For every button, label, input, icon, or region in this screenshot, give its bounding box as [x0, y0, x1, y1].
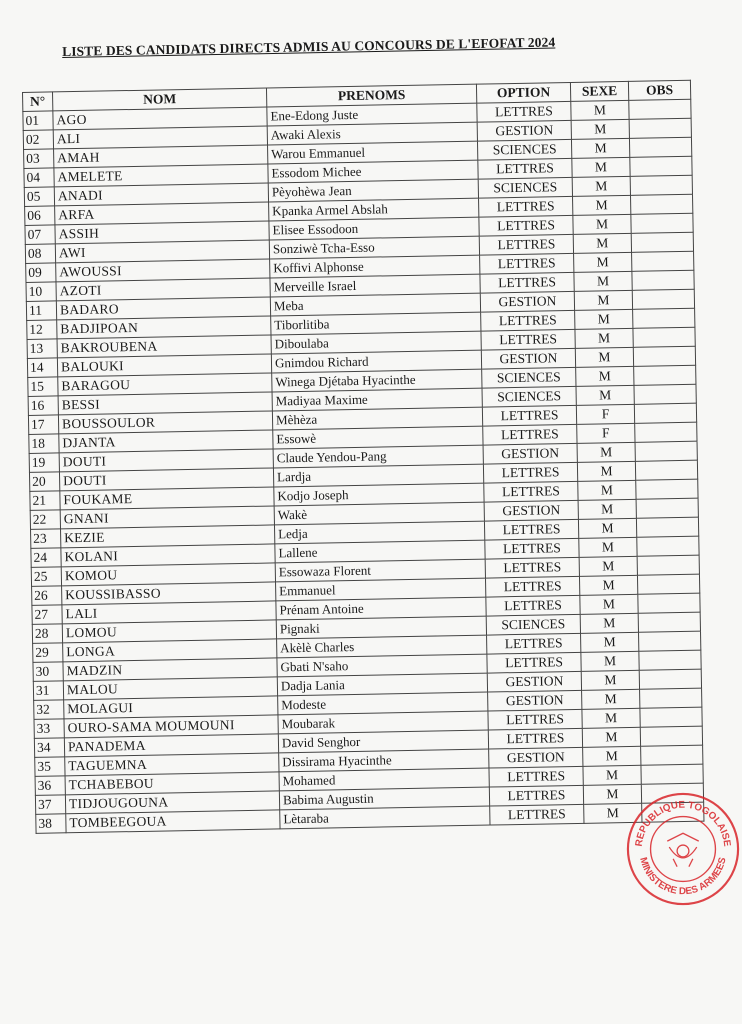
cell-num: 04	[24, 168, 54, 188]
cell-prenoms: Elisee Essodoon	[269, 217, 479, 240]
cell-nom: BADARO	[56, 297, 270, 320]
cell-obs	[640, 707, 702, 727]
cell-prenoms: Pignaki	[276, 616, 486, 639]
cell-obs	[629, 118, 691, 138]
cell-obs	[630, 156, 692, 176]
cell-sexe: M	[579, 537, 637, 557]
cell-num: 07	[25, 225, 55, 245]
cell-option: LETTRES	[480, 253, 574, 274]
cell-prenoms: Kodjo Joseph	[274, 483, 484, 506]
cell-sexe: M	[574, 290, 632, 310]
cell-option: LETTRES	[479, 234, 573, 255]
cell-option: LETTRES	[481, 329, 575, 350]
cell-prenoms: Emmanuel	[276, 578, 486, 601]
cell-obs	[640, 726, 702, 746]
cell-prenoms: Pèyohèwa Jean	[268, 179, 478, 202]
cell-nom: AWOUSSI	[56, 259, 270, 282]
cell-sexe: M	[581, 632, 639, 652]
cell-sexe: M	[575, 328, 633, 348]
cell-prenoms: Sonziwè Tcha-Esso	[269, 236, 479, 259]
cell-sexe: M	[583, 746, 641, 766]
cell-num: 11	[26, 301, 56, 321]
stamp-bottom-text: MINISTERE DES ARMEES	[637, 856, 729, 898]
cell-num: 16	[28, 396, 58, 416]
cell-option: SCIENCES	[477, 139, 571, 160]
cell-option: LETTRES	[485, 557, 579, 578]
cell-prenoms: Mohamed	[279, 768, 489, 791]
cell-option: LETTRES	[486, 595, 580, 616]
cell-sexe: M	[578, 518, 636, 538]
cell-prenoms: Tiborlitiba	[271, 312, 481, 335]
cell-sexe: M	[572, 157, 630, 177]
cell-obs	[633, 308, 695, 328]
cell-nom: KOUSSIBASSO	[62, 582, 276, 605]
header-prenoms: PRENOMS	[266, 84, 476, 107]
cell-obs	[639, 669, 701, 689]
cell-sexe: M	[578, 480, 636, 500]
cell-nom: KOMOU	[61, 563, 275, 586]
cell-prenoms: Gnimdou Richard	[271, 350, 481, 373]
cell-num: 08	[25, 244, 55, 264]
cell-option: LETTRES	[479, 196, 573, 217]
cell-obs	[634, 384, 696, 404]
cell-nom: FOUKAME	[60, 487, 274, 510]
cell-obs	[635, 422, 697, 442]
cell-obs	[636, 479, 698, 499]
cell-sexe: M	[571, 119, 629, 139]
cell-obs	[637, 555, 699, 575]
cell-nom: PANADEMA	[64, 734, 278, 757]
cell-num: 28	[32, 624, 62, 644]
cell-num: 12	[27, 320, 57, 340]
cell-prenoms: Dadja Lania	[277, 673, 487, 696]
cell-option: LETTRES	[487, 633, 581, 654]
cell-num: 10	[26, 282, 56, 302]
cell-sexe: M	[573, 233, 631, 253]
cell-prenoms: Awaki Alexis	[267, 122, 477, 145]
cell-num: 32	[34, 700, 64, 720]
cell-nom: MALOU	[63, 677, 277, 700]
cell-prenoms: Essodom Michee	[268, 160, 478, 183]
cell-obs	[631, 232, 693, 252]
cell-sexe: M	[583, 784, 641, 804]
cell-option: GESTION	[483, 443, 577, 464]
cell-obs	[629, 137, 691, 157]
cell-num: 06	[25, 206, 55, 226]
cell-option: LETTRES	[489, 766, 583, 787]
cell-num: 17	[28, 415, 58, 435]
cell-obs	[634, 365, 696, 385]
cell-num: 13	[27, 339, 57, 359]
cell-nom: BALOUKI	[57, 354, 271, 377]
stamp-emblem-icon	[667, 833, 698, 866]
cell-nom: ARFA	[55, 202, 269, 225]
cell-sexe: M	[579, 575, 637, 595]
cell-sexe: M	[573, 195, 631, 215]
table-body	[23, 99, 704, 833]
cell-nom: ALI	[53, 126, 267, 149]
cell-obs	[638, 593, 700, 613]
cell-option: LETTRES	[483, 424, 577, 445]
cell-prenoms: Akèlè Charles	[277, 635, 487, 658]
cell-prenoms: Essowè	[273, 426, 483, 449]
cell-option: LETTRES	[479, 215, 573, 236]
cell-num: 05	[24, 187, 54, 207]
cell-nom: AMELETE	[54, 164, 268, 187]
cell-option: GESTION	[481, 348, 575, 369]
cell-prenoms: Kpanka Armel Abslah	[269, 198, 479, 221]
cell-option: GESTION	[488, 690, 582, 711]
cell-sexe: F	[577, 423, 635, 443]
cell-num: 20	[29, 472, 59, 492]
cell-num: 02	[23, 130, 53, 150]
cell-sexe: M	[576, 366, 634, 386]
cell-sexe: M	[576, 385, 634, 405]
cell-obs	[635, 441, 697, 461]
cell-option: GESTION	[477, 120, 571, 141]
cell-num: 30	[33, 662, 63, 682]
cell-num: 14	[27, 358, 57, 378]
cell-nom: ANADI	[54, 183, 268, 206]
cell-prenoms: Warou Emmanuel	[268, 141, 478, 164]
cell-prenoms: Lallene	[275, 540, 485, 563]
cell-option: LETTRES	[488, 728, 582, 749]
cell-prenoms: Diboulaba	[271, 331, 481, 354]
cell-obs	[633, 346, 695, 366]
cell-obs	[630, 194, 692, 214]
cell-sexe: M	[571, 138, 629, 158]
cell-sexe: M	[575, 309, 633, 329]
cell-prenoms: Gbati N'saho	[277, 654, 487, 677]
cell-option: LETTRES	[489, 785, 583, 806]
cell-prenoms: David Senghor	[278, 730, 488, 753]
cell-option: GESTION	[484, 500, 578, 521]
cell-nom: AMAH	[54, 145, 268, 168]
cell-num: 15	[28, 377, 58, 397]
cell-sexe: M	[574, 271, 632, 291]
cell-sexe: M	[581, 670, 639, 690]
cell-obs	[629, 99, 691, 119]
cell-num: 03	[24, 149, 54, 169]
cell-nom: AGO	[53, 107, 267, 130]
cell-sexe: M	[573, 214, 631, 234]
cell-option: GESTION	[487, 671, 581, 692]
cell-obs	[632, 289, 694, 309]
cell-nom: AZOTI	[56, 278, 270, 301]
cell-obs	[631, 213, 693, 233]
cell-prenoms: Merveille Israel	[270, 274, 480, 297]
cell-num: 27	[32, 605, 62, 625]
cell-option: LETTRES	[482, 405, 576, 426]
cell-num: 21	[30, 491, 60, 511]
cell-obs	[630, 175, 692, 195]
cell-option: SCIENCES	[478, 177, 572, 198]
cell-sexe: M	[581, 651, 639, 671]
cell-prenoms: Essowaza Florent	[275, 559, 485, 582]
cell-nom: BOUSSOULOR	[58, 411, 272, 434]
cell-prenoms: Prénam Antoine	[276, 597, 486, 620]
cell-prenoms: Winega Djétaba Hyacinthe	[272, 369, 482, 392]
cell-prenoms: Lardja	[273, 464, 483, 487]
cell-prenoms: Ledja	[274, 521, 484, 544]
cell-prenoms: Meba	[270, 293, 480, 316]
cell-sexe: M	[582, 689, 640, 709]
cell-num: 34	[34, 738, 64, 758]
cell-num: 01	[23, 111, 53, 131]
stamp-top-text: REPUBLIQUE TOGOLAISE	[633, 799, 733, 848]
cell-option: LETTRES	[485, 576, 579, 597]
cell-nom: LOMOU	[62, 620, 276, 643]
cell-num: 19	[29, 453, 59, 473]
cell-option: LETTRES	[478, 158, 572, 179]
cell-nom: DOUTI	[59, 468, 273, 491]
cell-obs	[641, 764, 703, 784]
cell-sexe: M	[578, 499, 636, 519]
cell-prenoms: Claude Yendou-Pang	[273, 445, 483, 468]
header-nom: NOM	[53, 88, 267, 111]
cell-obs	[636, 498, 698, 518]
cell-nom: TIDJOUGOUNA	[65, 791, 279, 814]
cell-option: LETTRES	[477, 101, 571, 122]
cell-option: LETTRES	[490, 804, 584, 825]
cell-num: 25	[31, 567, 61, 587]
cell-obs	[632, 251, 694, 271]
cell-nom: AWI	[55, 240, 269, 263]
cell-num: 31	[33, 681, 63, 701]
cell-sexe: M	[582, 708, 640, 728]
cell-sexe: M	[584, 803, 642, 823]
cell-sexe: M	[580, 613, 638, 633]
cell-sexe: M	[580, 594, 638, 614]
cell-prenoms: Lètaraba	[280, 806, 490, 829]
cell-prenoms: Madiyaa Maxime	[272, 388, 482, 411]
cell-num: 33	[34, 719, 64, 739]
cell-nom: BADJIPOAN	[57, 316, 271, 339]
cell-sexe: M	[571, 100, 629, 120]
cell-obs	[640, 688, 702, 708]
cell-prenoms: Moubarak	[278, 711, 488, 734]
stamp-inner-ring	[651, 817, 716, 882]
cell-obs	[638, 612, 700, 632]
cell-obs	[633, 327, 695, 347]
header-sexe: SEXE	[570, 81, 628, 101]
cell-option: SCIENCES	[482, 367, 576, 388]
cell-obs	[634, 403, 696, 423]
cell-num: 24	[31, 548, 61, 568]
official-stamp	[624, 790, 742, 908]
cell-nom: DOUTI	[59, 449, 273, 472]
cell-nom: BESSI	[58, 392, 272, 415]
candidates-table-container	[22, 80, 703, 834]
cell-nom: LALI	[62, 601, 276, 624]
cell-option: LETTRES	[481, 310, 575, 331]
cell-num: 18	[29, 434, 59, 454]
cell-option: LETTRES	[487, 652, 581, 673]
cell-nom: TOMBEEGOUA	[66, 810, 280, 833]
cell-nom: KOLANI	[61, 544, 275, 567]
cell-sexe: F	[576, 404, 634, 424]
cell-sexe: M	[572, 176, 630, 196]
cell-obs	[639, 631, 701, 651]
header-option: OPTION	[476, 82, 570, 103]
cell-num: 35	[35, 757, 65, 777]
cell-sexe: M	[577, 442, 635, 462]
cell-obs	[632, 270, 694, 290]
cell-obs	[637, 536, 699, 556]
cell-nom: OURO-SAMA MOUMOUNI	[64, 715, 278, 738]
cell-obs	[641, 745, 703, 765]
cell-prenoms: Babima Augustin	[279, 787, 489, 810]
cell-num: 09	[26, 263, 56, 283]
cell-option: GESTION	[489, 747, 583, 768]
cell-prenoms: Wakè	[274, 502, 484, 525]
cell-nom: TAGUEMNA	[65, 753, 279, 776]
cell-num: 36	[35, 776, 65, 796]
cell-nom: TCHABEBOU	[65, 772, 279, 795]
cell-option: LETTRES	[488, 709, 582, 730]
cell-sexe: M	[582, 727, 640, 747]
cell-obs	[637, 574, 699, 594]
cell-num: 22	[30, 510, 60, 530]
cell-sexe: M	[579, 556, 637, 576]
cell-option: LETTRES	[480, 272, 574, 293]
cell-nom: ASSIH	[55, 221, 269, 244]
cell-option: SCIENCES	[482, 386, 576, 407]
cell-prenoms: Mèhèza	[272, 407, 482, 430]
header-num: N°	[23, 92, 53, 112]
cell-nom: MOLAGUI	[64, 696, 278, 719]
cell-sexe: M	[577, 461, 635, 481]
cell-num: 26	[32, 586, 62, 606]
cell-sexe: M	[575, 347, 633, 367]
header-obs: OBS	[628, 80, 690, 100]
cell-nom: GNANI	[60, 506, 274, 529]
cell-sexe: M	[583, 765, 641, 785]
cell-obs	[635, 460, 697, 480]
cell-option: LETTRES	[484, 519, 578, 540]
cell-option: GESTION	[480, 291, 574, 312]
cell-nom: DJANTA	[59, 430, 273, 453]
cell-option: LETTRES	[485, 538, 579, 559]
cell-num: 29	[33, 643, 63, 663]
cell-num: 37	[35, 795, 65, 815]
cell-prenoms: Dissirama Hyacinthe	[279, 749, 489, 772]
cell-prenoms: Modeste	[278, 692, 488, 715]
cell-sexe: M	[574, 252, 632, 272]
cell-nom: KEZIE	[61, 525, 275, 548]
cell-prenoms: Ene-Edong Juste	[267, 103, 477, 126]
cell-obs	[636, 517, 698, 537]
cell-nom: MADZIN	[63, 658, 277, 681]
candidates-table	[22, 80, 704, 834]
cell-prenoms: Koffivi Alphonse	[270, 255, 480, 278]
cell-num: 23	[31, 529, 61, 549]
cell-num: 38	[36, 814, 66, 834]
cell-nom: BARAGOU	[58, 373, 272, 396]
cell-nom: LONGA	[63, 639, 277, 662]
document-title: LISTE DES CANDIDATS DIRECTS ADMIS AU CONCOURS DE L'EFOFAT 2024	[62, 34, 556, 59]
cell-obs	[639, 650, 701, 670]
cell-option: LETTRES	[483, 462, 577, 483]
cell-option: SCIENCES	[486, 614, 580, 635]
cell-nom: BAKROUBENA	[57, 335, 271, 358]
cell-option: LETTRES	[484, 481, 578, 502]
